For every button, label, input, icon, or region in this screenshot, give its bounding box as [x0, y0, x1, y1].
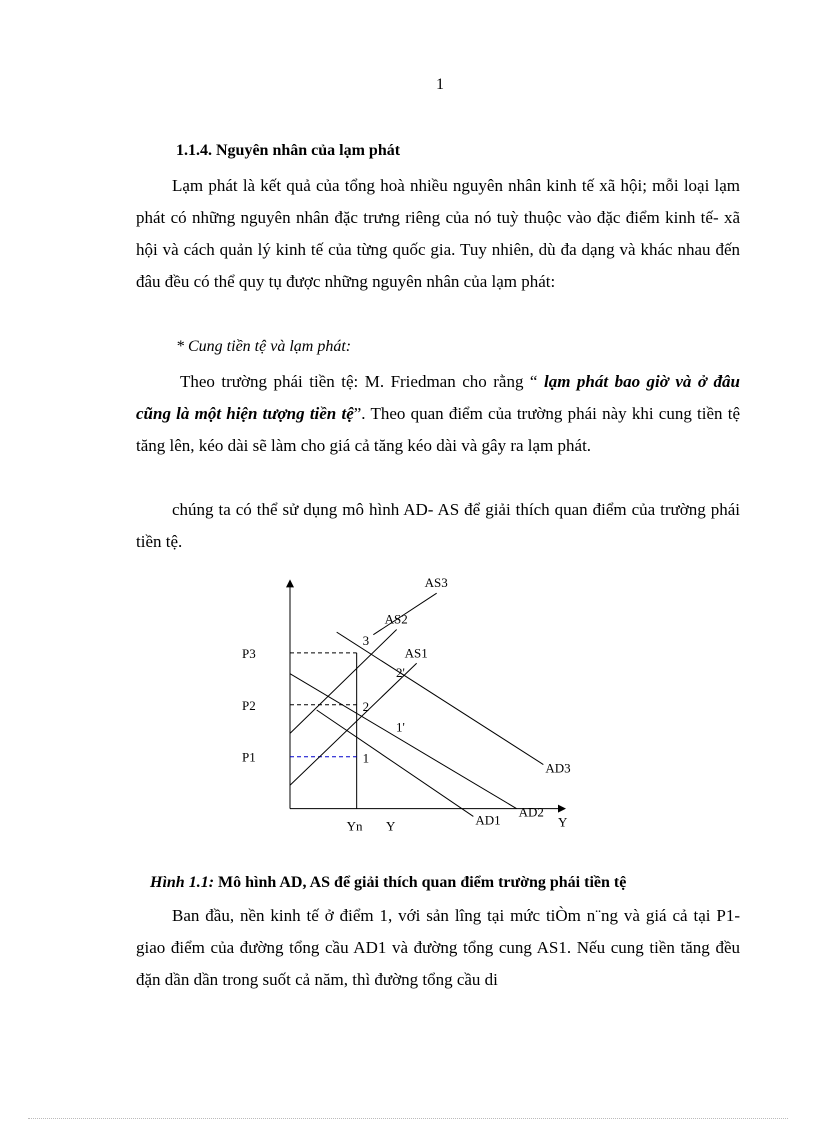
curve-as2 — [290, 630, 397, 734]
ad-as-chart — [230, 575, 590, 845]
friedman-text-before: Theo trường phái tiền tệ: M. Friedman cho rằng “ — [180, 372, 544, 391]
paragraph-model-intro: chúng ta có thể sử dụng mô hình AD- AS để giải thích quan điểm của trường phái tiền tệ. — [136, 500, 740, 551]
curve-label-as3: AS3 — [424, 575, 448, 591]
curve-ad2 — [290, 674, 517, 809]
subheading-money-supply: * Cung tiền tệ và lạm phát: — [176, 338, 352, 355]
friedman-quote: lạm phát bao giờ và ở đâu cũng là một hiện tượng tiền tệ — [136, 372, 740, 423]
x-tick-yn: Yn — [346, 818, 363, 834]
curve-label-as2: AS2 — [384, 611, 408, 627]
curve-label-ad2: AD2 — [518, 804, 544, 820]
curve-ad1 — [317, 710, 474, 816]
point-label-1p: 1' — [396, 719, 405, 735]
y-axis-arrow — [286, 579, 294, 587]
curve-label-as1: AS1 — [404, 645, 428, 661]
caption-text: Mô hình AD, AS để giải thích quan điểm trường phái tiền tệ — [214, 874, 627, 891]
x-axis-label: Y — [558, 814, 568, 830]
point-label-1: 1 — [362, 750, 370, 766]
x-axis-arrow — [558, 805, 566, 813]
caption-label: Hình 1.1: — [150, 874, 215, 891]
point-label-2: 2 — [362, 698, 370, 714]
x-tick-y: Y — [386, 818, 396, 834]
curve-label-ad3: AD3 — [545, 760, 571, 776]
paragraph-explanation: Ban đầu, nền kinh tế ở điểm 1, với sản lîng tại mức tiÒm n¨ng và giá cả tại P1- giao điểm của đường tổng cầu AD1 và đường tổng cung AS1. Nếu cung tiền tăng đều đặn dần dần trong suốt cả năm, thì đường tổng cầu di — [136, 906, 740, 989]
page-number: 1 — [436, 76, 444, 93]
curve-label-ad1: AD1 — [475, 812, 501, 828]
price-label-p3: P3 — [242, 645, 256, 661]
paragraph-friedman — [136, 366, 740, 462]
price-label-p2: P2 — [242, 697, 256, 713]
friedman-text-after: ”. Theo quan điểm của trường phái này khi cung tiền tệ tăng lên, kéo dài sẽ làm cho giá cả tăng kéo dài và gây ra lạm phát. — [136, 404, 740, 455]
point-label-3: 3 — [362, 632, 370, 648]
price-label-p1: P1 — [242, 749, 256, 765]
section-heading: 1.1.4. Nguyên nhân của lạm phát — [176, 142, 401, 159]
figure-caption — [150, 874, 626, 892]
page-footer-divider — [28, 1118, 788, 1119]
point-label-2p: 2' — [396, 665, 405, 681]
paragraph-intro: Lạm phát là kết quả của tổng hoà nhiều nguyên nhân kinh tế xã hội; mỗi loại lạm phát có những nguyên nhân đặc trưng riêng của nó tuỳ thuộc vào đặc điểm kinh tế- xã hội và cách quản lý kinh tế của từng quốc gia. Tuy nhiên, dù đa dạng và khác nhau đến đâu đều có thể quy tụ được những nguyên nhân của lạm phát: — [136, 176, 740, 291]
curve-as3 — [373, 593, 436, 635]
